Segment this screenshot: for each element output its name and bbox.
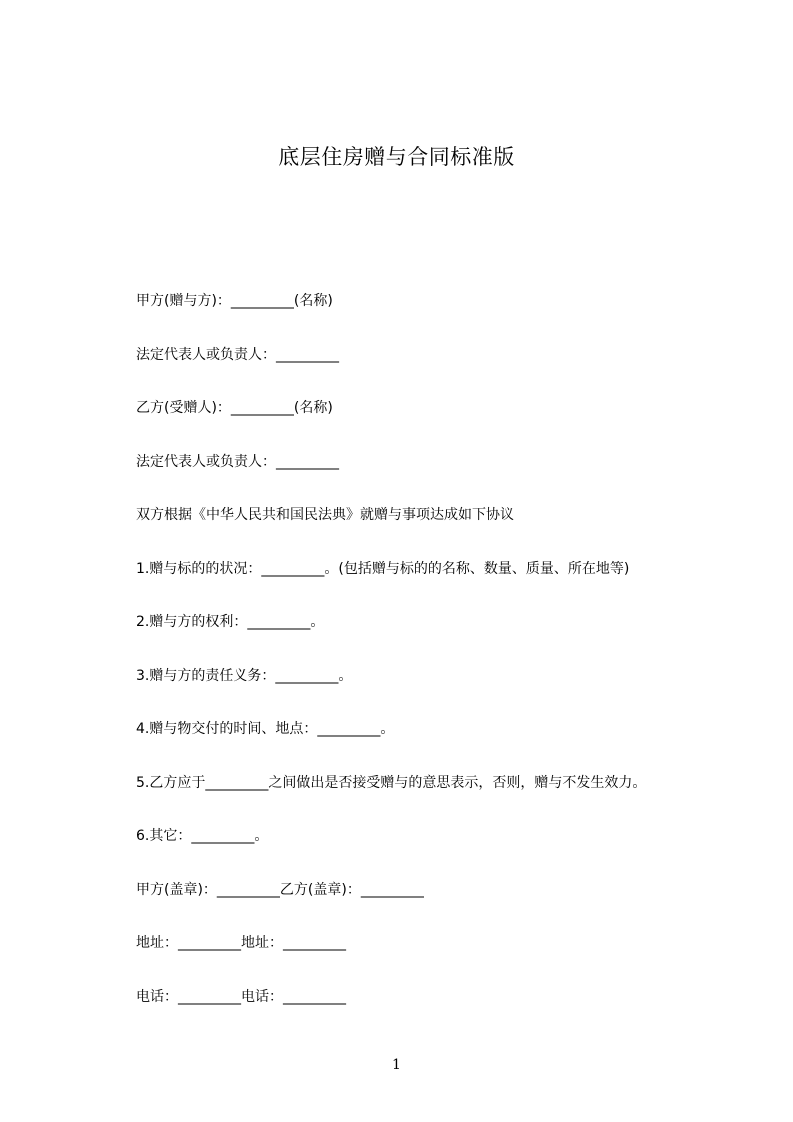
clause-5-line: 5.乙方应于_________之间做出是否接受赠与的意思表示，否则，赠与不发生效力。 bbox=[136, 774, 647, 791]
clause-3-line: 3.赠与方的责任义务：_________。 bbox=[136, 667, 353, 684]
address-line: 地址：_________地址：_________ bbox=[136, 935, 346, 951]
seal-line: 甲方(盖章)：_________乙方(盖章)：_________ bbox=[136, 881, 424, 898]
donor-representative-line: 法定代表人或负责人：_________ bbox=[136, 346, 339, 363]
donee-representative-line: 法定代表人或负责人：_________ bbox=[136, 453, 339, 470]
donee-party-line: 乙方(受赠人)：_________(名称) bbox=[136, 400, 333, 416]
agreement-intro-line: 双方根据《中华人民共和国民法典》就赠与事项达成如下协议 bbox=[136, 507, 514, 523]
clause-1-line: 1.赠与标的的状况：_________。(包括赠与标的的名称、数量、质量、所在地等) bbox=[136, 560, 630, 577]
clause-4-line: 4.赠与物交付的时间、地点：_________。 bbox=[136, 721, 395, 737]
contract-body bbox=[136, 290, 736, 1039]
page-number: 1 bbox=[392, 1057, 401, 1073]
clause-2-line: 2.赠与方的权利：_________。 bbox=[136, 614, 325, 630]
donor-party-line: 甲方(赠与方)：_________(名称) bbox=[136, 293, 333, 309]
document-title: 底层住房赠与合同标准版 bbox=[278, 145, 515, 169]
phone-line: 电话：_________电话：_________ bbox=[136, 988, 346, 1005]
clause-6-line: 6.其它：_________。 bbox=[136, 828, 269, 844]
